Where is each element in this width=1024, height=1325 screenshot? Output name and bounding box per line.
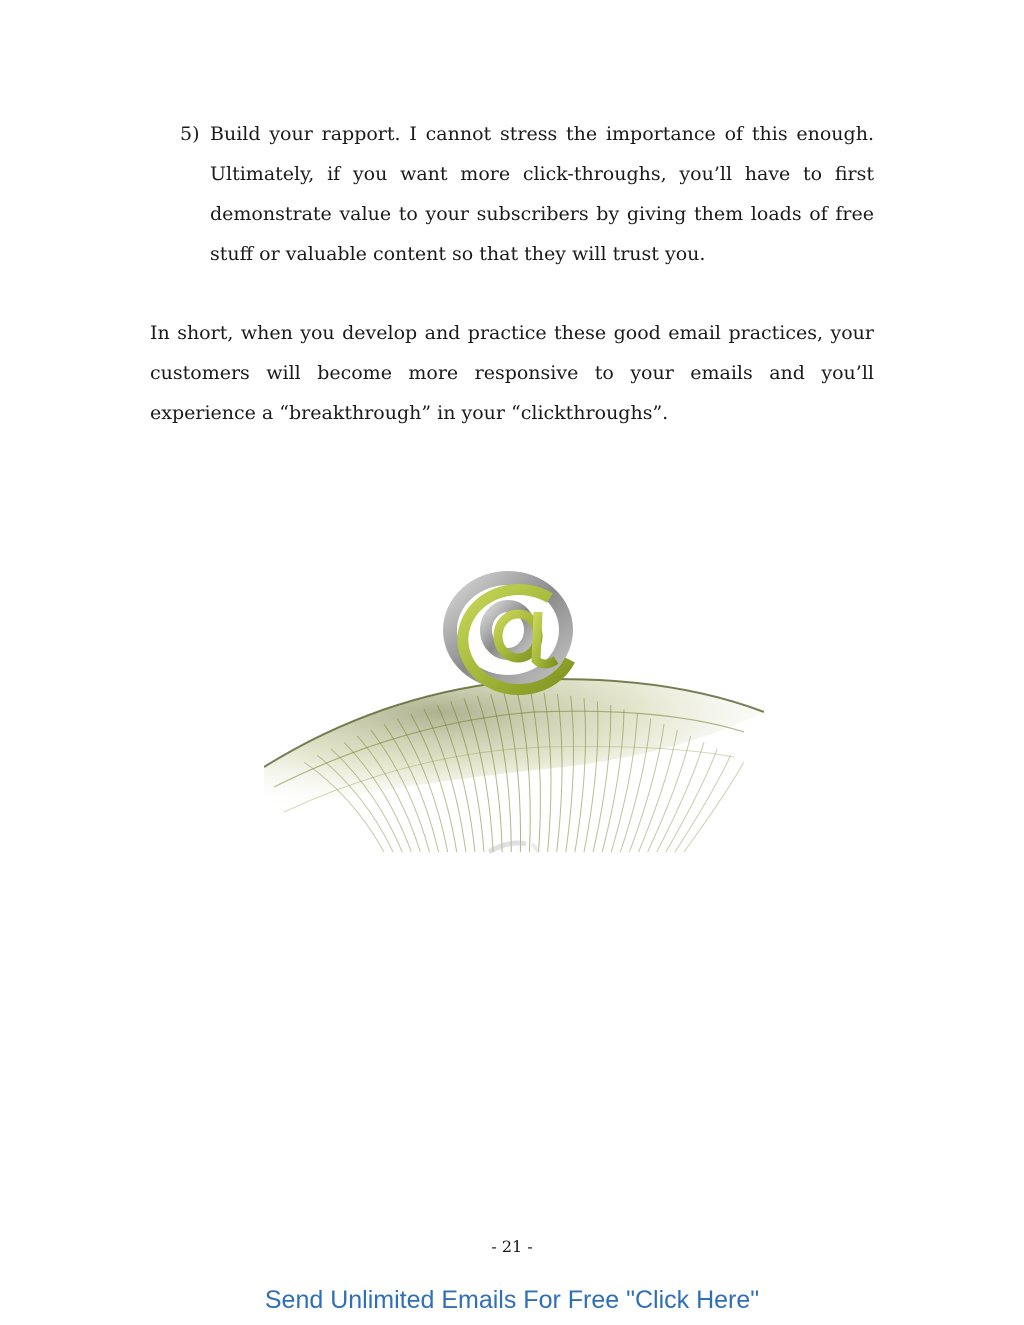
list-item-text: Build your rapport. I cannot stress the importance of this enough. Ultimately, if you want more click-throughs, you’ll have to first demonstrate value to your subscribers by giving them loads of free stuff or valuable content so that they will trust you. <box>210 123 874 265</box>
page-number: - 21 - <box>491 1237 533 1256</box>
body-paragraph: In short, when you develop and practice these good email practices, your customers will become more responsive to your emails and you’ll experience a “breakthrough” in your “clickthroughs”. <box>150 322 874 424</box>
numbered-list-item <box>180 114 874 274</box>
promo-link[interactable]: Send Unlimited Emails For Free "Click Here" <box>264 1286 760 1314</box>
list-item-number: 5) <box>180 123 200 145</box>
email-illustration <box>264 552 764 882</box>
at-sign-globe-graphic <box>264 552 764 882</box>
